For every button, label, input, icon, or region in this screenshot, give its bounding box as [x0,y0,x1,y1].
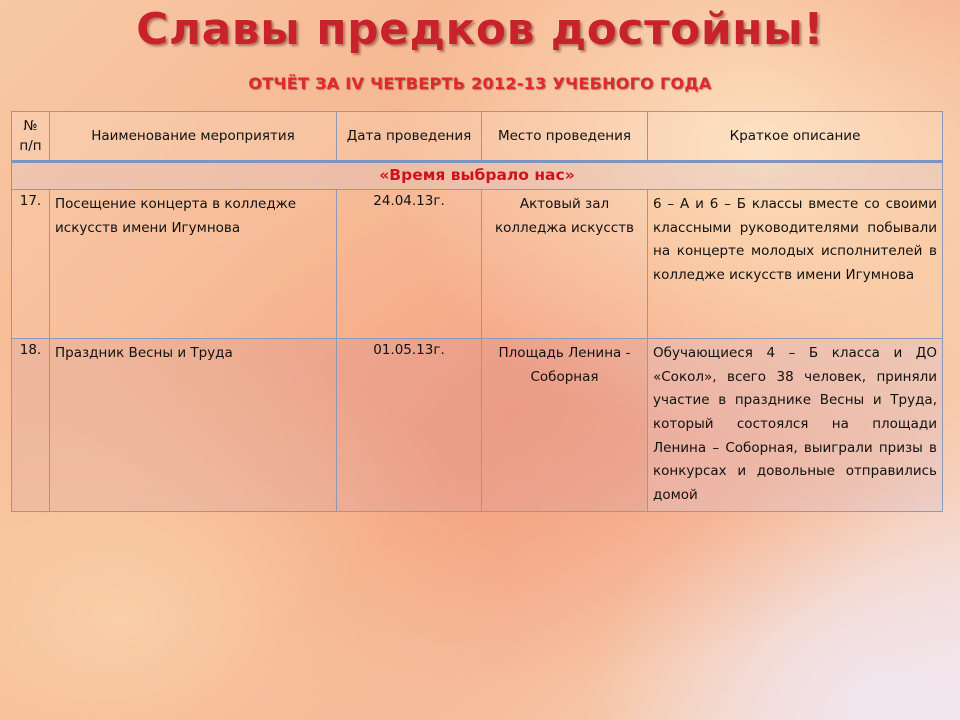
cell-date: 01.05.13г. [337,339,482,512]
slide-title: Славы предков достойны! [136,4,824,55]
header-date: Дата проведения [337,112,482,162]
cell-description: 6 – А и 6 – Б классы вместе со своими классными руководителями побывали на концерте молодых исполнителей в колледже искусств имени Игумнова [648,190,943,339]
cell-date: 24.04.13г. [337,190,482,339]
header-description: Краткое описание [648,112,943,162]
report-table [11,111,943,512]
section-row [12,162,943,190]
section-title: «Время выбрало нас» [12,162,943,190]
cell-num: 18. [12,339,50,512]
header-name: Наименование мероприятия [50,112,337,162]
cell-place: Актовый зал колледжа искусств [482,190,648,339]
table-row [12,190,943,339]
table-row [12,339,943,512]
header-num: № п/п [12,112,50,162]
cell-name: Посещение концерта в колледже искусств имени Игумнова [50,190,337,339]
cell-num: 17. [12,190,50,339]
cell-description: Обучающиеся 4 – Б класса и ДО «Сокол», всего 38 человек, приняли участие в празднике Весны и Труда, который состоялся на площади Ленина – Соборная, выиграли призы в конкурсах и довольные отправились домой [648,339,943,512]
slide-subtitle: ОТЧЁТ ЗА IV ЧЕТВЕРТЬ 2012-13 УЧЕБНОГО ГОДА [248,74,712,93]
cell-name: Праздник Весны и Труда [50,339,337,512]
cell-place: Площадь Ленина - Соборная [482,339,648,512]
table-header-row [12,112,943,162]
header-place: Место проведения [482,112,648,162]
